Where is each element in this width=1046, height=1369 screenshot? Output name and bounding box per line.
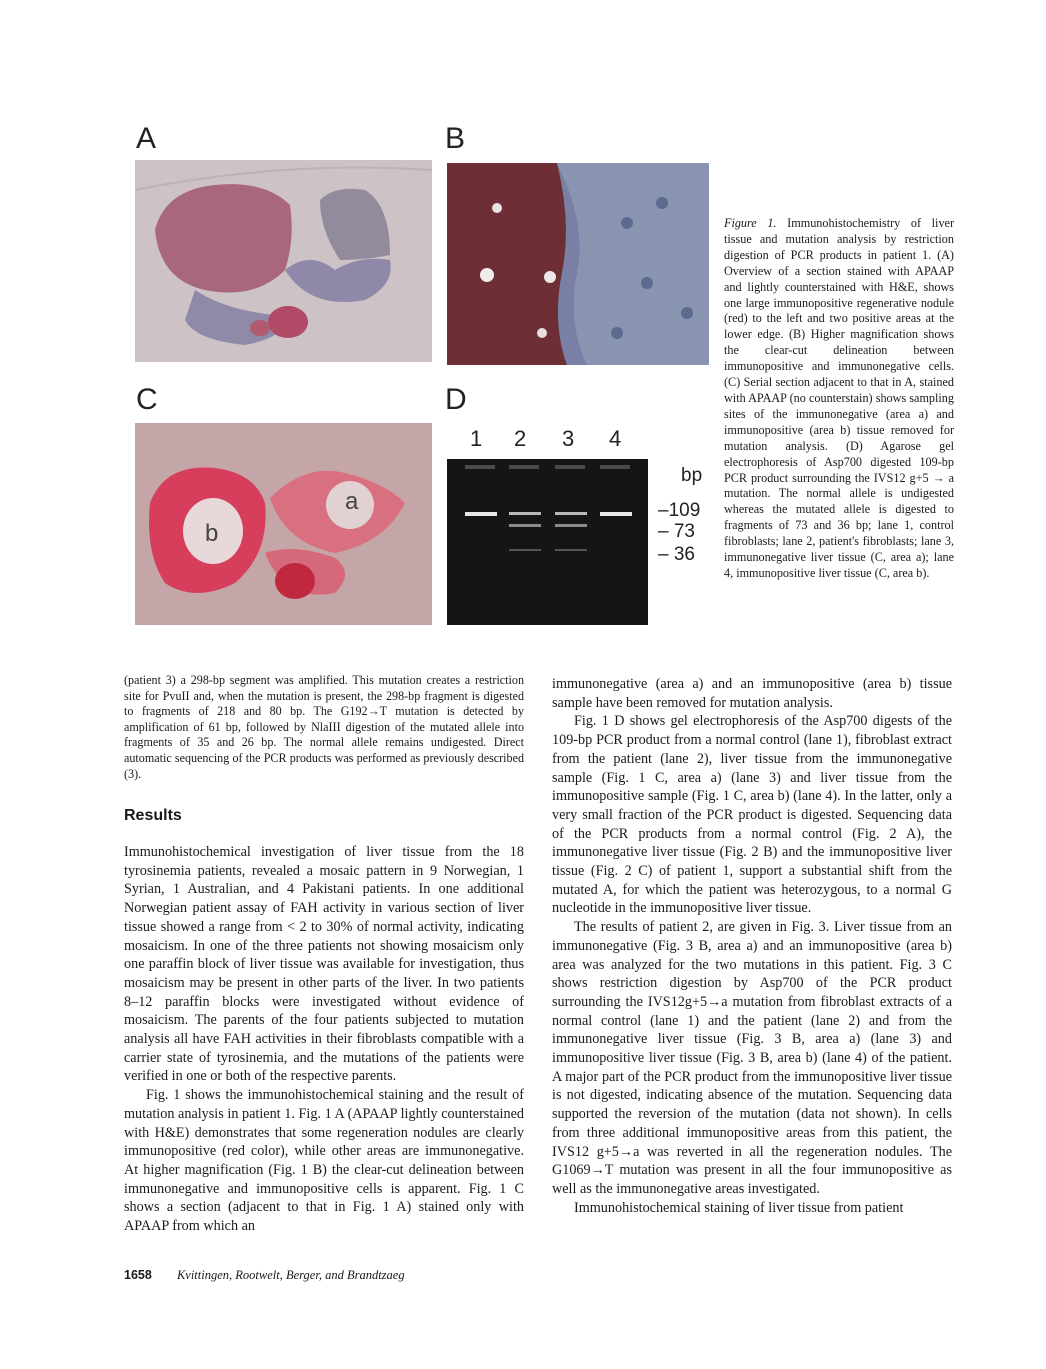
page-number: 1658	[124, 1268, 152, 1282]
methods-continuation	[124, 673, 524, 782]
gel-marker-109: –109	[658, 500, 701, 521]
gel-marker-36-value: 36	[673, 544, 695, 565]
results-right-column	[552, 675, 952, 1217]
panel-letter-d: D	[445, 383, 467, 416]
sampling-site-label-a: a	[345, 488, 359, 515]
figure-caption-text: Immunohistochemistry of liver tissue and mutation analysis by restriction digestion of PCR products in patient 1. (A) Overview of a section stained with APAAP and lightly counterstained with H&E, shows one large immunopositive regenerative nodule (red) to the left and two positive areas at the lower edge. (B) Higher magnification shows the clear-cut delineation between immunopositive and immunonegative cells. (C) Serial section adjacent to that in A, stained with APAAP (no counterstain) shows sampling sites of the immunonegative (area a) and immunopositive (area b) tissue removed for mutation analysis. (D) Agarose gel electrophoresis of Asp700 digested 109-bp PCR product surrounding the IVS12 g+5 → a mutation. The normal allele is undigested whereas the mutated allele is digested to fragments of 73 and 36 bp; lane 1, control fibroblasts; lane 2, patient's fibroblasts; lane 3, immunonegative liver tissue (C, area a); lane 4, immunopositive liver tissue (C, area b).	[724, 216, 955, 580]
micrograph-a-image	[135, 160, 432, 362]
figure-caption	[724, 216, 954, 582]
figure-caption-label: Figure 1.	[724, 216, 777, 230]
results-left-column	[124, 843, 524, 1236]
micrograph-c-image	[135, 423, 432, 625]
body-paragraph: Immunohistochemical investigation of liver tissue from the 18 tyrosinemia patients, revealed a mosaic pattern in 9 Norwegian, 1 Syrian, 1 Australian, and 4 Pakistani patients. In one additional Norwegian patient assay of FAH activity in various section of liver tissue showed a range from < 2 to 30% of normal activity, indicating mosaicism. In one of the three patients not showing mosaicism only one paraffin block of liver tissue was available for investigation, thus mosaicism may be present in other parts of the liver. In two patients 8–12 paraffin blocks were investigated without evidence of mosaicism. The parents of the four patients subjected to mutation analysis all have FAH activities in their fibroblasts compatible with a carrier state of tyrosinemia, and the mutations of the patients were verified in one or both of the respective parents.	[124, 844, 524, 1085]
body-paragraph: Immunohistochemical staining of liver tissue from patient	[574, 1199, 904, 1216]
gel-marker-109-value: 109	[668, 500, 701, 521]
micrograph-b-image	[447, 163, 709, 365]
gel-marker-73-value: 73	[673, 521, 695, 542]
gel-lane-4-label: 4	[609, 426, 622, 451]
gel-lane-1-label: 1	[470, 426, 483, 451]
panel-letter-a: A	[136, 122, 157, 155]
methods-paragraph: (patient 3) a 298-bp segment was amplified. This mutation creates a restriction site for PvuII and, when the mutation is present, the 298-bp fragment is digested to fragments of 218 and 80 bp. The G192→T mutation is detected by amplification of 61 bp, followed by NlaIII digestion of the mutated allele into fragments of 35 and 26 bp. The normal allele remains undigested. Direct automatic sequencing of the PCR products was performed as previously described (3).	[124, 673, 524, 781]
micrograph-panel-c	[135, 423, 432, 625]
body-paragraph: Fig. 1 shows the immunohistochemical staining and the result of mutation analysis in patient 1. Fig. 1 A (APAAP lightly counterstained with H&E) demonstrates that some regeneration nodules are clearly immunopositive (red color), while other areas are immunonegative. At higher magnification (Fig. 1 B) the clear-cut delineation between immunonegative and immunopositive cells is apparent. Fig. 1 C shows a section (adjacent to that in Fig. 1 A) stained only with APAAP from which an	[124, 1087, 524, 1235]
body-paragraph: Fig. 1 D shows gel electrophoresis of the Asp700 digests of the 109-bp PCR product from a normal control (lane 1), fibroblast extract from the patient (lane 2), liver tissue from the immunonegative sample (Fig. 1 C, area a) (lane 3) and liver tissue from the immunopositive sample (Fig. 1 C, area b) (lane 4). In the latter, only a very small fraction of the PCR product is digested. Sequencing data of the PCR products from a normal control (Fig. 2 A), the immunonegative liver tissue (Fig. 2 B) and the immunopositive liver tissue (Fig. 2 C) of patient 1, support a substantial shift from the mutated A, for which the patient was heterozygous, to a normal G nucleotide in the immunopositive liver tissue.	[552, 713, 952, 917]
panel-letter-b: B	[445, 122, 466, 155]
gel-unit-label: bp	[681, 465, 703, 486]
section-heading-results: Results	[124, 807, 182, 824]
gel-bands	[447, 459, 648, 625]
panel-letter-c: C	[136, 383, 158, 416]
body-paragraph: immunonegative (area a) and an immunopositive (area b) tissue sample have been removed for mutation analysis.	[552, 676, 952, 711]
gel-marker-36: – 36	[658, 544, 695, 565]
gel-marker-73: – 73	[658, 521, 695, 542]
gel-image	[447, 459, 648, 625]
sampling-site-label-b: b	[205, 520, 219, 547]
gel-lane-2-label: 2	[514, 426, 527, 451]
running-authors: Kvittingen, Rootwelt, Berger, and Brandtzaeg	[176, 1268, 405, 1282]
gel-lane-3-label: 3	[562, 426, 575, 451]
micrograph-panel-a	[135, 160, 432, 362]
body-paragraph: The results of patient 2, are given in Fig. 3. Liver tissue from an immunonegative (Fig. 3 B, area a) and an immunopositive (area b) area was analyzed for the two mutations in this patient. Fig. 3 C shows restriction digestion by Asp700 of the PCR product surrounding the IVS12g+5→a mutation from fibroblast extracts of a normal control (lane 1) and the patient (lane 2) and from the immunonegative liver tissue (Fig. 3 B, area a) (lane 3) and immunopositive liver tissue (Fig. 3 B, area b) (lane 4) of the patient. A major part of the PCR product from the immunopositive liver tissue is not digested, indicating absence of the mutation. Sequencing data supported the reversion of the mutation (data not shown). In cells from three additional immunopositive areas from this patient, the IVS12 g+5→a was reverted in all the regeneration nodules. The G1069→T mutation was present in all the four immunopositive as well as the immunonegative areas investigated.	[552, 919, 952, 1197]
micrograph-panel-b	[447, 163, 709, 365]
page-footer	[124, 1268, 405, 1283]
